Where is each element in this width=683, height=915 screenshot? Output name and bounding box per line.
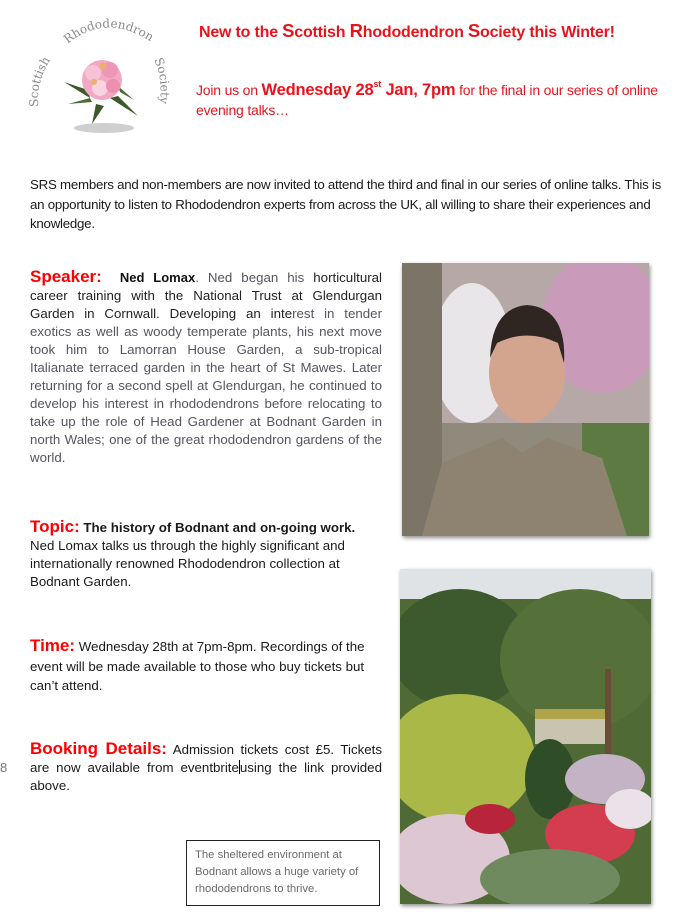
topic-title: The history of Bodnant and on-going work. bbox=[79, 520, 356, 535]
logo-text-top: Rhododendron bbox=[61, 16, 157, 47]
headline-cap: R bbox=[349, 20, 363, 41]
topic-label: Topic: bbox=[30, 517, 80, 536]
time-label: Time: bbox=[30, 636, 76, 655]
intro-text: Join us on bbox=[196, 82, 262, 98]
speaker-bio-part: rest in tender exotics as well as woody temperate plants, his next move took him to Lamorran House Garden, a sub-tropical Italianate terraced garden in the heart of St Mawes. Later returning for a second spell at Glendurgan, he continued to develop his interest in rhododendrons before relocating to take up the role of Head Gardener at Bodnant Garden in north Wales; one of the great rhododendron gardens of the world. bbox=[30, 306, 382, 465]
speaker-label: Speaker: bbox=[30, 267, 102, 286]
booking-section bbox=[30, 740, 382, 795]
headline-text: cottish bbox=[294, 24, 350, 41]
event-time: Jan, 7pm bbox=[381, 81, 456, 99]
event-date bbox=[262, 81, 456, 99]
speaker-bio-part: horticultural career training with the National Trust at Glendurgan Garden in Cornwall. Developing an inte bbox=[30, 270, 383, 321]
booking-label: Booking Details: bbox=[30, 739, 167, 758]
logo-text-right: Society bbox=[151, 55, 172, 105]
headline bbox=[199, 20, 669, 42]
lead-paragraph: SRS members and non-members are now invited to attend the third and final in our series of online talks. This is an opportunity to listen to Rhododendron experts from across the UK, all willing to share their experiences and knowledge. bbox=[30, 177, 662, 231]
speaker-section bbox=[30, 268, 382, 467]
society-logo bbox=[26, 12, 171, 137]
time-text: Wednesday 28th at 7pm-8pm. Recordings of the event will be made available to those who buy tickets but can’t attend. bbox=[30, 639, 365, 693]
speaker-photo bbox=[402, 263, 649, 536]
logo-text-left: Scottish bbox=[26, 54, 53, 108]
booking-text-end: using the link provided above. bbox=[30, 760, 382, 793]
edge-mark: 8 bbox=[0, 760, 8, 775]
headline-cap: S bbox=[467, 20, 481, 41]
booking-text: Admission tickets cost £5. Tickets are now available from eventbrite bbox=[30, 742, 382, 775]
topic-text: Ned Lomax talks us through the highly significant and internationally renowned Rhododendron collection at Bodnant Garden. bbox=[30, 538, 345, 589]
headline-cap: S bbox=[282, 20, 295, 41]
logo-shadow bbox=[74, 123, 134, 133]
headline-text: ociety this Winter! bbox=[480, 24, 615, 41]
rhododendron-flower-icon bbox=[64, 60, 138, 124]
bodnant-garden-photo bbox=[400, 569, 651, 904]
event-intro bbox=[196, 74, 666, 120]
topic-section bbox=[30, 518, 382, 591]
headline-text: New to the bbox=[199, 24, 283, 41]
speaker-name: Ned Lomax bbox=[119, 270, 196, 285]
date-suffix: st bbox=[373, 79, 382, 89]
headline-text: hododendron bbox=[362, 24, 468, 41]
photo-caption: The sheltered environment at Bodnant allows a huge variety of rhododendrons to thrive. bbox=[186, 840, 380, 906]
time-section bbox=[30, 636, 382, 696]
event-date-text: Wednesday 28 bbox=[261, 81, 374, 99]
speaker-bio-part: . Ned began his bbox=[195, 270, 314, 285]
intro-text-end: for the final in our series of online evening talks… bbox=[196, 82, 658, 118]
